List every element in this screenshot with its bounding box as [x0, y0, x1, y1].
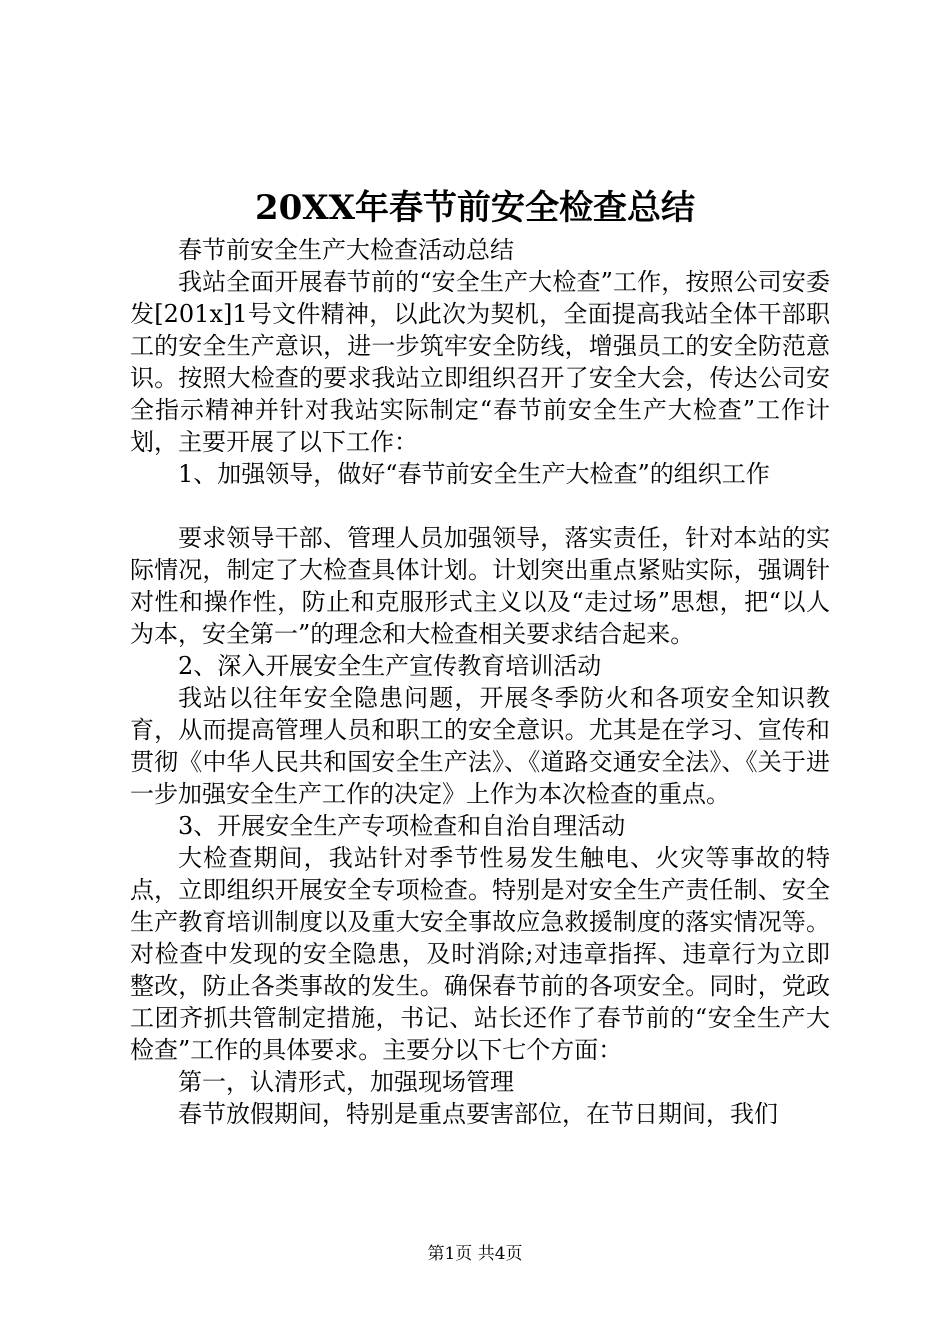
section-heading-1: 1、加强领导，做好“春节前安全生产大检查”的组织工作	[178, 460, 770, 488]
paragraph-section-2: 我站以往年安全隐患问题，开展冬季防火和各项安全知识教育，从而提高管理人员和职工的安全意识。尤其是在学习、宣传和贯彻《中华人民共和国安全生产法》、《道路交通安全法》、《关于进一步加强安全生产工作的决定》上作为本次检查的重点。	[130, 684, 830, 808]
paragraph-section-1: 要求领导干部、管理人员加强领导，落实责任，针对本站的实际情况，制定了大检查具体计划。计划突出重点紧贴实际，强调针对性和操作性，防止和克服形式主义以及“走过场”思想，把“以人为本，安全第一”的理念和大检查相关要求结合起来。	[130, 524, 830, 648]
paragraph-section-3: 大检查期间，我站针对季节性易发生触电、火灾等事故的特点，立即组织开展安全专项检查。特别是对安全生产责任制、安全生产教育培训制度以及重大安全事故应急救援制度的落实情况等。对检查中发现的安全隐患，及时消除;对违章指挥、违章行为立即整改，防止各类事故的发生。确保春节前的各项安全。同时，党政工团齐抓共管制定措施，书记、站长还作了春节前的“安全生产大检查”工作的具体要求。主要分以下七个方面：	[130, 844, 830, 1064]
document-body	[130, 234, 830, 1130]
paragraph-first: 春节放假期间，特别是重点要害部位，在节日期间，我们	[178, 1100, 778, 1128]
section-heading-2: 2、深入开展安全生产宣传教育培训活动	[178, 652, 602, 680]
page-number-footer: 第1页 共4页	[427, 1244, 523, 1264]
blank-line	[130, 490, 830, 522]
document-title: 20XX年春节前安全检查总结	[254, 188, 696, 228]
sub-heading-first: 第一，认清形式，加强现场管理	[178, 1068, 514, 1096]
paragraph-subtitle: 春节前安全生产大检查活动总结	[178, 236, 514, 264]
section-heading-3: 3、开展安全生产专项检查和自治自理活动	[178, 812, 626, 840]
paragraph-intro: 我站全面开展春节前的“安全生产大检查”工作，按照公司安委发[201x]1号文件精神，以此次为契机，全面提高我站全体干部职工的安全生产意识，进一步筑牢安全防线，增强员工的安全防范意识。按照大检查的要求我站立即组织召开了安全大会，传达公司安全指示精神并针对我站实际制定“春节前安全生产大检查”工作计划，主要开展了以下工作：	[130, 268, 830, 456]
